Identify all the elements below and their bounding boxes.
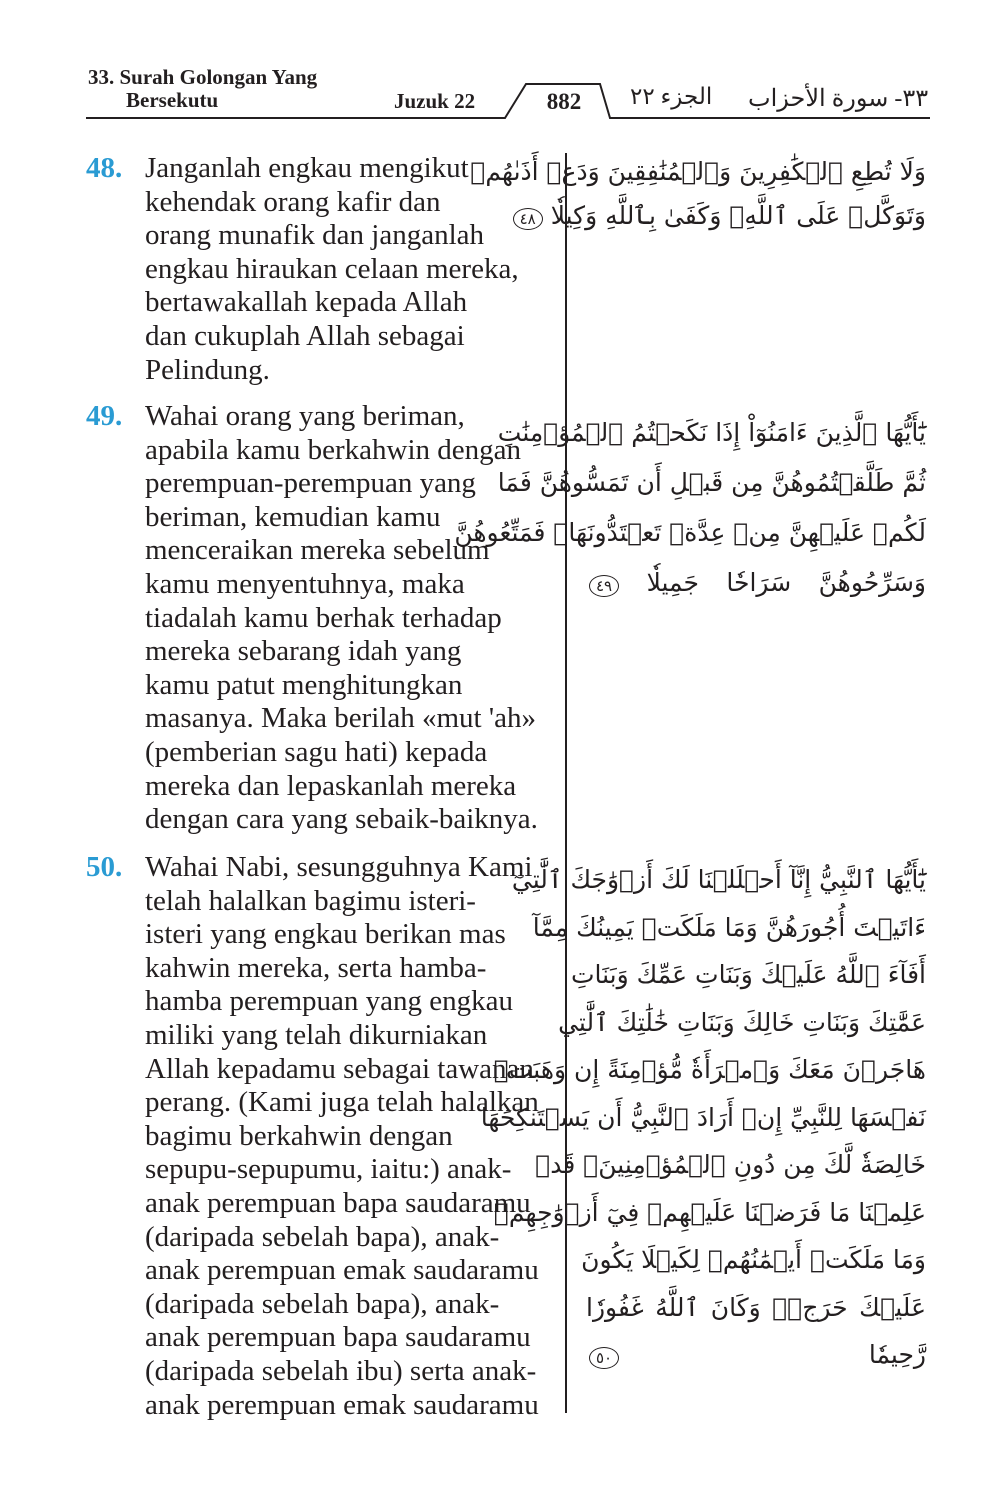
arabic-juz-label: الجزء ٢٢ — [630, 84, 713, 109]
verse-end-marker: ٥٠ — [589, 1347, 619, 1369]
translation-line: kahwin mereka, serta hamba- — [145, 951, 487, 984]
arabic-line: يَٰٓأَيُّهَا ٱلَّذِينَ ءَامَنُوٓاْ إِذَا نَكَحۡتُمُ ٱلۡمُؤۡمِنَٰتِ — [497, 418, 926, 447]
translation-line: masanya. Maka berilah «mut 'ah» — [145, 702, 536, 735]
translation-line: bagimu berkahwin dengan — [145, 1119, 453, 1152]
arabic-line: لَكُمۡ عَلَيۡهِنَّ مِنۡ عِدَّةٖ تَعۡتَدُّونَهَاۖ فَمَتِّعُوهُنَّ — [454, 518, 926, 547]
translation-line: anak perempuan emak saudaramu — [145, 1388, 539, 1421]
translation-line: Wahai Nabi, sesungguhnya Kami — [145, 851, 533, 883]
translation-line: Allah kepadamu sebagai tawanan — [145, 1052, 534, 1085]
translation-line: dengan cara yang sebaik-baiknya. — [145, 803, 538, 836]
translation-line: hamba perempuan yang engkau — [145, 985, 513, 1018]
verse-end-marker: ٤٩ — [589, 575, 619, 597]
translation-line: anak perempuan emak saudaramu — [145, 1254, 539, 1287]
translation-line: perang. (Kami juga telah halalkan — [145, 1086, 539, 1119]
translation-line: perempuan-perempuan yang — [145, 467, 476, 500]
translation-line: (daripada sebelah bapa), anak- — [145, 1287, 500, 1320]
arabic-line: وَلَا تُطِعِ ٱلۡكَٰفِرِينَ وَٱلۡمُنَٰفِقِينَ وَدَعۡ أَذَىٰهُمۡ — [470, 157, 926, 186]
translation-line: orang munafik dan janganlah — [145, 219, 485, 252]
translation-line: (pemberian sagu hati) kepada — [145, 735, 488, 768]
translation-line: Pelindung. — [145, 353, 270, 386]
arabic-line: ءَاتَيۡتَ أُجُورَهُنَّ وَمَا مَلَكَتۡ يَمِينُكَ مِمَّآ — [532, 912, 926, 942]
page-number: 882 — [546, 89, 582, 114]
translation-line: sepupu-sepupumu, iaitu:) anak- — [145, 1153, 512, 1186]
arabic-line — [586, 1331, 926, 1379]
translation-line: mereka dan lepaskanlah mereka — [145, 769, 517, 802]
translation-line: kamu patut menghitungkan — [145, 668, 463, 701]
arabic-line-text: وَسَرِّحُوهُنَّ سَرَاحٗا جَمِيلٗا — [646, 568, 926, 597]
arabic-line: عَمَّٰتِكَ وَبَنَاتِ خَالِكَ وَبَنَاتِ خَٰلَٰتِكَ ٱلَّٰتِي — [558, 1007, 926, 1037]
verse-end-marker: ٤٨ — [513, 208, 543, 230]
surah-title-line1: 33. Surah Golongan Yang — [88, 65, 318, 89]
arabic-line-text: وَتَوَكَّلۡ عَلَى ٱللَّهِۚ وَكَفَىٰ بِٱللَّهِ وَكِيلٗا — [550, 201, 926, 230]
arabic-line: وَمَا مَلَكَتۡ أَيۡمَٰنُهُمۡ لِكَيۡلَا يَكُونَ — [581, 1245, 926, 1274]
page-header — [0, 0, 1000, 125]
arabic-line: أَفَآءَ ٱللَّهُ عَلَيۡكَ وَبَنَاتِ عَمِّكَ وَبَنَاتِ — [570, 960, 926, 989]
translation-line: engkau hiraukan celaan mereka, — [145, 252, 519, 285]
arabic-line: ثُمَّ طَلَّقۡتُمُوهُنَّ مِن قَبۡلِ أَن تَمَسُّوهُنَّ فَمَا — [497, 468, 926, 497]
translation-line: isteri yang engkau berikan mas — [145, 918, 506, 951]
translation-line: dan cukuplah Allah sebagai — [145, 319, 465, 352]
translation-line: anak perempuan bapa saudaramu — [145, 1321, 531, 1354]
translation-line: (daripada sebelah ibu) serta anak- — [145, 1354, 537, 1387]
arabic-line — [586, 558, 926, 608]
translation-line: anak perempuan bapa saudaramu — [145, 1186, 531, 1219]
arabic-line: يَٰٓأَيُّهَا ٱلنَّبِيُّ إِنَّآ أَحۡلَلۡنَا لَكَ أَزۡوَٰجَكَ ٱلَّٰتِيٓ — [511, 865, 926, 894]
translation-line: Janganlah engkau mengikut — [145, 152, 469, 184]
translation-line: miliki yang telah dikurniakan — [145, 1018, 488, 1051]
translation-line: telah halalkan bagimu isteri- — [145, 884, 476, 917]
arabic-line-text: رَّحِيمٗا — [868, 1340, 926, 1369]
translation-line: kehendak orang kafir dan — [145, 185, 441, 218]
arabic-line: هَاجَرۡنَ مَعَكَ وَٱمۡرَأَةٗ مُّؤۡمِنَةً إِن وَهَبَتۡ — [493, 1055, 926, 1084]
translation-line: kamu menyentuhnya, maka — [145, 567, 465, 600]
verse-number: 50. — [86, 851, 123, 883]
translation-line: bertawakallah kepada Allah — [145, 286, 468, 319]
translation-line: mereka sebarang idah yang — [145, 635, 462, 668]
translation-line: apabila kamu berkahwin dengan — [145, 433, 522, 466]
arabic-line: عَلَيۡكَ حَرَجٞۗ وَكَانَ ٱللَّهُ غَفُورٗا — [586, 1292, 926, 1322]
arabic-line: خَالِصَةٗ لَّكَ مِن دُونِ ٱلۡمُؤۡمِنِينَۗ قَدۡ — [535, 1150, 926, 1179]
juzuk-label: Juzuk 22 — [394, 89, 476, 113]
arabic-line: نَفۡسَهَا لِلنَّبِيِّ إِنۡ أَرَادَ ٱلنَّبِيُّ أَن يَسۡتَنكِحَهَا — [480, 1102, 926, 1132]
verse-49-arabic — [454, 408, 926, 608]
arabic-line — [519, 194, 926, 238]
translation-line: (daripada sebelah bapa), anak- — [145, 1220, 500, 1253]
translation-line: beriman, kemudian kamu — [145, 500, 441, 533]
arabic-line: عَلِمۡنَا مَا فَرَضۡنَا عَلَيۡهِمۡ فِيٓ أَزۡوَٰجِهِمۡ — [493, 1197, 926, 1227]
arabic-surah-title: ٣٣- سورة الأحزاب — [748, 86, 929, 112]
verse-translation — [145, 400, 557, 837]
surah-title-line2: Bersekutu — [126, 88, 219, 112]
verse-50-arabic — [480, 856, 926, 1379]
translation-line: menceraikan mereka sebelum — [145, 534, 490, 567]
verse-48-arabic — [470, 150, 926, 238]
translation-line: tiadalah kamu berhak terhadap — [145, 601, 502, 634]
translation-line: Wahai orang yang beriman, — [145, 400, 465, 432]
verse-number: 49. — [86, 400, 123, 432]
verse-number: 48. — [86, 152, 123, 184]
